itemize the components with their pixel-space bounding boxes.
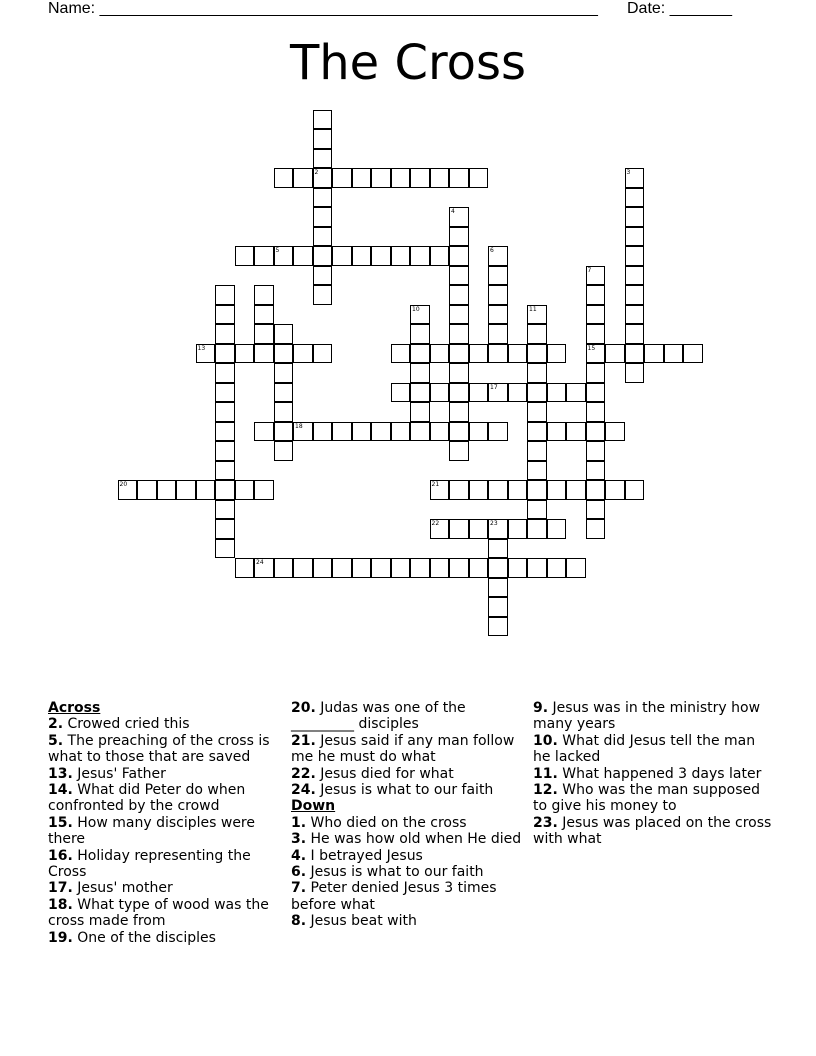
grid-cell[interactable] bbox=[488, 539, 508, 559]
grid-cell[interactable] bbox=[605, 480, 625, 500]
name-label: Name: bbox=[48, 0, 100, 17]
grid-cell[interactable] bbox=[469, 344, 489, 364]
grid-cell[interactable] bbox=[430, 422, 450, 442]
grid-cell[interactable] bbox=[508, 383, 528, 403]
grid-cell[interactable] bbox=[547, 344, 567, 364]
clue-number-label: 17. bbox=[48, 880, 73, 897]
grid-cell[interactable] bbox=[176, 480, 196, 500]
clues-column-3 bbox=[533, 700, 773, 848]
date-label: Date: bbox=[627, 0, 670, 17]
clue-text: What did Jesus tell the man he lacked bbox=[533, 732, 756, 766]
grid-cell[interactable] bbox=[313, 188, 333, 208]
clue-text: Jesus is what to our faith bbox=[315, 782, 494, 799]
clue-item bbox=[48, 880, 288, 896]
clue-text: Who was the man supposed to give his money to bbox=[533, 782, 761, 815]
grid-cell[interactable] bbox=[274, 402, 294, 422]
grid-cell[interactable] bbox=[293, 422, 313, 442]
clue-text: Holiday representing the Cross bbox=[48, 847, 251, 881]
grid-cell[interactable] bbox=[196, 344, 216, 364]
grid-cell[interactable] bbox=[625, 227, 645, 247]
clue-item bbox=[48, 733, 288, 766]
grid-cell[interactable] bbox=[469, 519, 489, 539]
grid-cell[interactable] bbox=[313, 266, 333, 286]
grid-cell[interactable] bbox=[449, 227, 469, 247]
grid-cell[interactable] bbox=[469, 422, 489, 442]
grid-cell[interactable] bbox=[430, 344, 450, 364]
grid-cell[interactable] bbox=[352, 246, 372, 266]
name-line[interactable]: ________________________________________________________ bbox=[99, 0, 598, 17]
clue-item bbox=[48, 716, 288, 732]
clue-number: 13 bbox=[197, 344, 206, 352]
clue-text: Jesus beat with bbox=[306, 913, 417, 930]
grid-cell[interactable] bbox=[254, 344, 274, 364]
clue-number: 21 bbox=[431, 481, 440, 488]
clue-number: 24 bbox=[256, 559, 264, 566]
grid-cell[interactable] bbox=[527, 519, 547, 539]
grid-cell[interactable] bbox=[196, 480, 216, 500]
grid-cell[interactable] bbox=[605, 422, 625, 442]
clue-number-label: 20. bbox=[291, 700, 316, 716]
clue-number-label: 9. bbox=[533, 700, 549, 716]
clue-number: 17 bbox=[490, 383, 498, 391]
clue-text: Jesus was in the ministry how many years bbox=[533, 700, 761, 733]
clue-text: Peter denied Jesus 3 times before what bbox=[291, 880, 497, 913]
grid-cell[interactable] bbox=[430, 558, 450, 578]
grid-cell[interactable] bbox=[586, 266, 606, 286]
clues-column-1 bbox=[48, 700, 288, 946]
clue-number-label: 10. bbox=[533, 732, 558, 749]
clues-heading: Down bbox=[291, 798, 336, 815]
grid-cell[interactable] bbox=[449, 402, 469, 422]
grid-cell[interactable] bbox=[449, 422, 469, 442]
grid-cell[interactable] bbox=[215, 324, 235, 344]
grid-cell[interactable] bbox=[313, 149, 333, 169]
grid-cell[interactable] bbox=[449, 266, 469, 286]
grid-cell[interactable] bbox=[430, 519, 450, 539]
clue-number-label: 21. bbox=[291, 732, 316, 749]
clue-number-label: 2. bbox=[48, 716, 64, 733]
clue-item bbox=[48, 815, 288, 848]
grid-cell[interactable] bbox=[313, 129, 333, 149]
clue-item bbox=[533, 766, 773, 782]
clue-number: 4 bbox=[451, 208, 455, 215]
grid-cell[interactable] bbox=[605, 344, 625, 364]
clue-item bbox=[48, 766, 288, 782]
grid-cell[interactable] bbox=[332, 168, 352, 188]
clue-number: 3 bbox=[626, 169, 631, 176]
grid-cell[interactable] bbox=[508, 558, 528, 578]
grid-cell[interactable] bbox=[547, 383, 567, 403]
grid-cell[interactable] bbox=[274, 383, 294, 403]
grid-cell[interactable] bbox=[469, 168, 489, 188]
clue-text: Jesus was placed on the cross with what bbox=[533, 814, 772, 848]
clue-item bbox=[533, 733, 773, 766]
clue-item bbox=[48, 897, 288, 930]
grid-cell[interactable] bbox=[566, 480, 586, 500]
grid-cell[interactable] bbox=[391, 246, 411, 266]
grid-cell[interactable] bbox=[508, 480, 528, 500]
grid-cell[interactable] bbox=[527, 363, 547, 383]
clue-number: 11 bbox=[529, 305, 537, 313]
grid-cell[interactable] bbox=[313, 227, 333, 247]
grid-cell[interactable] bbox=[410, 422, 430, 442]
grid-cell[interactable] bbox=[410, 344, 430, 364]
grid-cell[interactable] bbox=[235, 246, 255, 266]
grid-cell[interactable] bbox=[488, 480, 508, 500]
grid-cell[interactable] bbox=[547, 558, 567, 578]
grid-cell[interactable] bbox=[469, 480, 489, 500]
grid-cell[interactable] bbox=[625, 363, 645, 383]
clue-number-label: 6. bbox=[291, 864, 307, 881]
grid-cell[interactable] bbox=[332, 558, 352, 578]
grid-cell[interactable] bbox=[313, 207, 333, 227]
grid-cell[interactable] bbox=[274, 363, 294, 383]
grid-cell[interactable] bbox=[352, 168, 372, 188]
grid-cell[interactable] bbox=[215, 305, 235, 325]
clue-item bbox=[291, 864, 531, 880]
clue-number-label: 1. bbox=[291, 814, 307, 831]
grid-cell[interactable] bbox=[274, 422, 294, 442]
grid-cell[interactable] bbox=[449, 305, 469, 325]
clue-item bbox=[291, 700, 531, 733]
grid-cell[interactable] bbox=[547, 422, 567, 442]
grid-cell[interactable] bbox=[391, 344, 411, 364]
grid-cell[interactable] bbox=[586, 461, 606, 481]
grid-cell[interactable] bbox=[488, 519, 508, 539]
clue-item bbox=[533, 815, 773, 848]
grid-cell[interactable] bbox=[566, 422, 586, 442]
grid-cell[interactable] bbox=[586, 480, 606, 500]
grid-cell[interactable] bbox=[527, 461, 547, 481]
grid-cell[interactable] bbox=[235, 344, 255, 364]
grid-cell[interactable] bbox=[410, 363, 430, 383]
grid-cell[interactable] bbox=[215, 519, 235, 539]
grid-cell[interactable] bbox=[352, 422, 372, 442]
grid-cell[interactable] bbox=[313, 246, 333, 266]
clues-column-2 bbox=[291, 700, 531, 930]
grid-cell[interactable] bbox=[488, 617, 508, 637]
grid-cell[interactable] bbox=[625, 188, 645, 208]
grid-cell[interactable] bbox=[586, 500, 606, 520]
grid-cell[interactable] bbox=[449, 344, 469, 364]
grid-cell[interactable] bbox=[488, 246, 508, 266]
clue-number: 22 bbox=[431, 520, 440, 527]
grid-cell[interactable] bbox=[274, 558, 294, 578]
grid-cell[interactable] bbox=[157, 480, 177, 500]
clue-text: Judas was one of the _________ disciples bbox=[291, 700, 466, 733]
grid-cell[interactable] bbox=[488, 422, 508, 442]
grid-cell[interactable] bbox=[586, 402, 606, 422]
date-line[interactable]: _______ bbox=[669, 0, 732, 17]
grid-cell[interactable] bbox=[449, 519, 469, 539]
grid-cell[interactable] bbox=[118, 480, 138, 500]
grid-cell[interactable] bbox=[488, 344, 508, 364]
clue-number-label: 23. bbox=[533, 814, 558, 831]
clue-number: 6 bbox=[490, 247, 494, 254]
clue-number-label: 7. bbox=[291, 880, 307, 897]
grid-cell[interactable] bbox=[410, 168, 430, 188]
grid-cell[interactable] bbox=[274, 441, 294, 461]
clue-number: 2 bbox=[314, 169, 319, 176]
clue-number-label: 24. bbox=[291, 782, 316, 799]
clue-text: I betrayed Jesus bbox=[306, 847, 423, 864]
grid-cell[interactable] bbox=[449, 480, 469, 500]
grid-cell[interactable] bbox=[254, 285, 274, 305]
grid-cell[interactable] bbox=[254, 480, 274, 500]
grid-cell[interactable] bbox=[215, 422, 235, 442]
grid-cell[interactable] bbox=[664, 344, 684, 364]
clues-heading: Across bbox=[48, 700, 101, 716]
clue-number-label: 22. bbox=[291, 765, 316, 782]
grid-cell[interactable] bbox=[625, 305, 645, 325]
grid-cell[interactable] bbox=[293, 246, 313, 266]
grid-cell[interactable] bbox=[235, 558, 255, 578]
grid-cell[interactable] bbox=[683, 344, 703, 364]
grid-cell[interactable] bbox=[313, 168, 333, 188]
grid-cell[interactable] bbox=[430, 383, 450, 403]
grid-cell[interactable] bbox=[527, 480, 547, 500]
grid-cell[interactable] bbox=[644, 344, 664, 364]
clue-item bbox=[533, 700, 773, 733]
grid-cell[interactable] bbox=[586, 422, 606, 442]
clue-item bbox=[48, 782, 288, 815]
grid-cell[interactable] bbox=[410, 246, 430, 266]
grid-cell[interactable] bbox=[547, 480, 567, 500]
grid-cell[interactable] bbox=[215, 383, 235, 403]
clue-number-label: 3. bbox=[291, 831, 307, 848]
grid-cell[interactable] bbox=[254, 324, 274, 344]
grid-cell[interactable] bbox=[527, 422, 547, 442]
grid-cell[interactable] bbox=[215, 500, 235, 520]
grid-cell[interactable] bbox=[274, 168, 294, 188]
grid-cell[interactable] bbox=[293, 344, 313, 364]
grid-cell[interactable] bbox=[527, 324, 547, 344]
grid-cell[interactable] bbox=[332, 246, 352, 266]
grid-cell[interactable] bbox=[293, 558, 313, 578]
grid-cell[interactable] bbox=[215, 441, 235, 461]
clue-text: Jesus' Father bbox=[72, 765, 166, 782]
grid-cell[interactable] bbox=[508, 519, 528, 539]
grid-cell[interactable] bbox=[488, 305, 508, 325]
grid-cell[interactable] bbox=[313, 110, 333, 130]
grid-cell[interactable] bbox=[410, 402, 430, 422]
grid-cell[interactable] bbox=[586, 324, 606, 344]
clue-text: He was how old when He died bbox=[306, 831, 522, 848]
grid-cell[interactable] bbox=[313, 285, 333, 305]
clue-item bbox=[533, 782, 773, 815]
clue-number-label: 19. bbox=[48, 929, 73, 946]
grid-cell[interactable] bbox=[371, 422, 391, 442]
grid-cell[interactable] bbox=[488, 597, 508, 617]
grid-cell[interactable] bbox=[391, 168, 411, 188]
grid-cell[interactable] bbox=[488, 558, 508, 578]
grid-cell[interactable] bbox=[449, 363, 469, 383]
clue-text: One of the disciples bbox=[72, 929, 216, 946]
clue-text: Jesus' mother bbox=[72, 880, 173, 897]
clue-number-label: 13. bbox=[48, 765, 73, 782]
grid-cell[interactable] bbox=[137, 480, 157, 500]
grid-cell[interactable] bbox=[586, 383, 606, 403]
grid-cell[interactable] bbox=[488, 285, 508, 305]
grid-cell[interactable] bbox=[527, 305, 547, 325]
grid-cell[interactable] bbox=[586, 519, 606, 539]
clue-number-label: 5. bbox=[48, 732, 64, 749]
grid-cell[interactable] bbox=[410, 305, 430, 325]
grid-cell[interactable] bbox=[449, 383, 469, 403]
clue-number: 15 bbox=[587, 344, 596, 352]
grid-cell[interactable] bbox=[625, 324, 645, 344]
grid-cell[interactable] bbox=[527, 441, 547, 461]
grid-cell[interactable] bbox=[586, 305, 606, 325]
grid-cell[interactable] bbox=[215, 285, 235, 305]
grid-cell[interactable] bbox=[586, 344, 606, 364]
grid-cell[interactable] bbox=[410, 324, 430, 344]
clue-text: Who died on the cross bbox=[306, 814, 467, 831]
grid-cell[interactable] bbox=[566, 558, 586, 578]
grid-cell[interactable] bbox=[469, 383, 489, 403]
grid-cell[interactable] bbox=[488, 578, 508, 598]
clue-text: What type of wood was the cross made from bbox=[48, 896, 269, 930]
grid-cell[interactable] bbox=[254, 558, 274, 578]
grid-cell[interactable] bbox=[391, 558, 411, 578]
clue-number-label: 12. bbox=[533, 782, 558, 799]
grid-cell[interactable] bbox=[313, 558, 333, 578]
grid-cell[interactable] bbox=[430, 480, 450, 500]
grid-cell[interactable] bbox=[625, 285, 645, 305]
grid-cell[interactable] bbox=[430, 246, 450, 266]
grid-cell[interactable] bbox=[254, 246, 274, 266]
grid-cell[interactable] bbox=[625, 344, 645, 364]
clue-item bbox=[48, 930, 288, 946]
clue-item bbox=[291, 782, 531, 798]
grid-cell[interactable] bbox=[527, 383, 547, 403]
clue-number-label: 4. bbox=[291, 847, 307, 864]
clue-text: What happened 3 days later bbox=[557, 765, 762, 782]
grid-cell[interactable] bbox=[313, 344, 333, 364]
clue-number-label: 18. bbox=[48, 896, 73, 913]
clue-item bbox=[291, 880, 531, 913]
grid-cell[interactable] bbox=[352, 558, 372, 578]
grid-cell[interactable] bbox=[293, 168, 313, 188]
grid-cell[interactable] bbox=[625, 480, 645, 500]
grid-cell[interactable] bbox=[527, 500, 547, 520]
grid-cell[interactable] bbox=[215, 461, 235, 481]
grid-cell[interactable] bbox=[371, 168, 391, 188]
grid-cell[interactable] bbox=[215, 344, 235, 364]
grid-cell[interactable] bbox=[449, 207, 469, 227]
clue-number-label: 15. bbox=[48, 814, 73, 831]
grid-cell[interactable] bbox=[625, 246, 645, 266]
grid-cell[interactable] bbox=[371, 246, 391, 266]
clue-number: 23 bbox=[490, 520, 498, 527]
grid-cell[interactable] bbox=[508, 344, 528, 364]
clue-number: 5 bbox=[275, 247, 280, 254]
grid-cell[interactable] bbox=[547, 519, 567, 539]
grid-cell[interactable] bbox=[527, 558, 547, 578]
grid-cell[interactable] bbox=[215, 539, 235, 559]
grid-cell[interactable] bbox=[625, 266, 645, 286]
grid-cell[interactable] bbox=[625, 207, 645, 227]
grid-cell[interactable] bbox=[488, 324, 508, 344]
clue-number: 20 bbox=[119, 481, 128, 488]
grid-cell[interactable] bbox=[586, 363, 606, 383]
grid-cell[interactable] bbox=[488, 266, 508, 286]
grid-cell[interactable] bbox=[449, 285, 469, 305]
grid-cell[interactable] bbox=[371, 558, 391, 578]
grid-cell[interactable] bbox=[215, 402, 235, 422]
grid-cell[interactable] bbox=[488, 383, 508, 403]
grid-cell[interactable] bbox=[566, 383, 586, 403]
clue-text: What did Peter do when confronted by the crowd bbox=[48, 782, 246, 815]
grid-cell[interactable] bbox=[274, 246, 294, 266]
clue-number: 18 bbox=[295, 422, 303, 430]
clue-text: Jesus is what to our faith bbox=[306, 864, 484, 881]
grid-cell[interactable] bbox=[527, 402, 547, 422]
page-title: The Cross bbox=[289, 35, 527, 91]
grid-cell[interactable] bbox=[313, 422, 333, 442]
clue-number-label: 16. bbox=[48, 847, 73, 864]
grid-cell[interactable] bbox=[586, 285, 606, 305]
grid-cell[interactable] bbox=[391, 383, 411, 403]
clue-text: Crowed cried this bbox=[63, 716, 190, 733]
grid-cell[interactable] bbox=[215, 363, 235, 383]
clue-number: 7 bbox=[587, 266, 592, 274]
grid-cell[interactable] bbox=[625, 168, 645, 188]
grid-cell[interactable] bbox=[274, 344, 294, 364]
grid-cell[interactable] bbox=[235, 480, 255, 500]
clue-number: 10 bbox=[412, 305, 420, 313]
clue-text: The preaching of the cross is what to those that are saved bbox=[48, 732, 270, 766]
clue-item bbox=[48, 848, 288, 881]
grid-cell[interactable] bbox=[527, 344, 547, 364]
grid-cell[interactable] bbox=[274, 324, 294, 344]
grid-cell[interactable] bbox=[449, 558, 469, 578]
grid-cell[interactable] bbox=[410, 383, 430, 403]
grid-cell[interactable] bbox=[215, 480, 235, 500]
grid-cell[interactable] bbox=[449, 441, 469, 461]
clue-number-label: 11. bbox=[533, 765, 558, 782]
grid-cell[interactable] bbox=[410, 558, 430, 578]
clue-number-label: 8. bbox=[291, 913, 307, 930]
clue-item bbox=[291, 733, 531, 766]
grid-cell[interactable] bbox=[586, 441, 606, 461]
clue-number-label: 14. bbox=[48, 782, 73, 799]
clue-item bbox=[291, 815, 531, 831]
grid-cell[interactable] bbox=[332, 422, 352, 442]
clue-text: Jesus died for what bbox=[315, 765, 454, 782]
clue-item bbox=[291, 831, 531, 847]
grid-cell[interactable] bbox=[449, 324, 469, 344]
grid-cell[interactable] bbox=[391, 422, 411, 442]
clue-item bbox=[291, 848, 531, 864]
grid-cell[interactable] bbox=[469, 558, 489, 578]
grid-cell[interactable] bbox=[254, 305, 274, 325]
clue-text: How many disciples were there bbox=[48, 814, 255, 848]
grid-cell[interactable] bbox=[449, 246, 469, 266]
grid-cell[interactable] bbox=[449, 168, 469, 188]
grid-cell[interactable] bbox=[254, 422, 274, 442]
clue-text: Jesus said if any man follow me he must do what bbox=[291, 732, 515, 766]
clue-item bbox=[291, 913, 531, 929]
clue-item bbox=[291, 766, 531, 782]
grid-cell[interactable] bbox=[430, 168, 450, 188]
